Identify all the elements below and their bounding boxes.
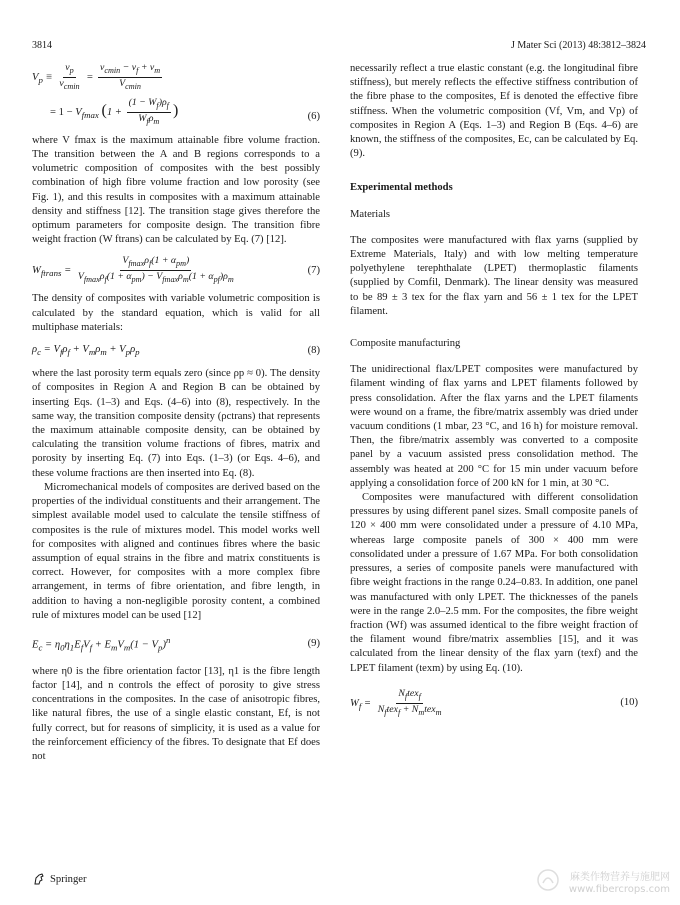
equation-10-number: (10) (620, 697, 638, 709)
journal-reference: J Mater Sci (2013) 48:3812–3824 (511, 40, 646, 51)
paragraph: The density of composites with variable volumetric composition is calculated by the standard equation, which is valid for all multiphase materials: (32, 293, 320, 333)
paragraph: The composites were manufactured with flax yarns (supplied by Extreme Materials, Italy) and with low melting temperature polyethylene terephthalate (LPET) thermoplastic filaments (supplied by Comfil, Denmark). The linear density was measured to be 89 ± 3 tex for the flax yarn and 56 ± 1 tex for the LPET filament. (350, 234, 638, 317)
paragraph: Composites were manufactured with different consolidation pressures by using different panel sizes. Small composite panels of 120 × 400 mm were consolidated under a pressure of 4.10 MPa, whereas large composite panels of 300 × 400 mm were consolidated under a pressure of 1.67 MPa. For both consolidation pressures, a series of composite panels were manufactured with fibre weight fractions in the range 0.24–0.83. In addition, one panel was manufactured with only LPET. The thicknesses of the panels were in the range 2.0–2.5 mm. For the composites, the fibre weight fraction (Wf) was assumed identical to the fibre weight fraction of the filament wound fibre/matrix assemblies [15], and it was calculated from the linear density of the flax yarn (texf) and the LPET filament (texm) by using Eq. (10). (350, 492, 638, 674)
equation-9-body: $E_c = \eta_0\eta_1E_fV_f + E_mV_m(1 - V_p)^n$ (32, 634, 171, 653)
paragraph: where η0 is the fibre orientation factor [13], η1 is the fibre length factor [14], and n controls the effect of porosity to give stress concentrations in the composites. In the case of anisotropic fibres, like natural fibres, the use of a single elastic constant, Ef, is not fully correct, but for reasons of simplicity, it is used as a value for the reinforcement efficiency of the fibres. To designate that Ef does not (32, 665, 320, 762)
paragraph: necessarily reflect a true elastic constant (e.g. the longitudinal fibre stiffness), but merely reflects the effective stiffness contribution of the fibre phase to the composites, Ef is denoted the effective fibre stiffness. When the volumetric composition (Vf, Vm, and Vp) of composites in Region A (Eqs. 1–3) and Region B (Eqs. 4–6) are known, the stiffness of the composites, Ec, can be calculated by Eq. (9). (350, 63, 638, 160)
section-heading: Experimental methods (350, 182, 453, 194)
equation-10 (350, 688, 638, 719)
paragraph: where V fmax is the maximum attainable fibre volume fraction. The transition between the A and B regions corresponds to a volumetric composition of composites with the best possibly combination of high fibre volume fraction and low porosity (see Fig. 1), and this results in composites with a maximum attainable density and stiffness [12]. The transition stage gives therefore the optimum parameters for composite design. The transition fibre weight fraction (W ftrans) can be calculated by Eq. (7) [12]. (32, 134, 320, 246)
equation-7-body: $W_{ftrans}$ = $\frac{V_{fmax}\rho_f(1 + \alpha_{pm})}{V_{fmax}\rho_f(1 + \alpha_{pm}) - V_{fmax}\rho_m(1 + \alpha_{pf})\rho_m}$ (32, 255, 234, 285)
paragraph: Micromechanical models of composites are derived based on the properties of the individual constituents and their arrangement. The simplest available model used to calculate the tensile stiffness of composites is the rule of mixtures model. This model works well for composites with aligned and continues fibres where the basic assumption of equal strains in the fibre and matrix constituents is correct. However, for composites with a more complex fibre arrangement, in terms of fibre orientation, and fibre length, in addition to having a non-negligible porosity content, a combined rule of mixtures model can be used [12] (32, 481, 320, 621)
subsection-heading: Composite manufacturing (350, 338, 461, 350)
right-column (350, 62, 638, 725)
equation-8 (32, 343, 320, 359)
page-number: 3814 (32, 40, 52, 51)
equation-6-number: (6) (307, 110, 320, 122)
left-column (32, 62, 320, 764)
watermark-title: 麻类作物营养与施肥网 (570, 872, 670, 883)
publisher-logo (32, 872, 86, 886)
springer-horse-icon (32, 872, 46, 886)
publisher-name: Springer (50, 873, 87, 885)
watermark (569, 872, 670, 896)
subsection-heading: Materials (350, 208, 391, 220)
equation-6 (32, 62, 320, 128)
equation-9-number: (9) (307, 637, 320, 649)
paragraph: The unidirectional flax/LPET composites were manufactured by filament winding of flax yarns and LPET filaments followed by press consolidation. After the flax yarns and the LPET filaments were wound on a frame, the fibre/matrix assembly was dried under vacuum conditions (1 mbar, 23 °C, and 16 h) for moisture removal. Then, the fibre/matrix assembly was converted to a composite panel by a vacuum assisted press consolidation method. The assembly was heated at 200 °C for 15 min under vacuum before applying a consolidation force of 200 kN for 1 min, at 30 °C. (350, 364, 638, 489)
watermark-url: www.fibercrops.com (568, 884, 670, 895)
equation-6-body: $V_p$ ≡ $\frac{v_p}{v_{cmin}}$ = $\frac{v_{cmin} - v_f + v_m}{V_{cmin}}$ = $1 - V_{fmax}$ (1 + $\frac{(1 - W_f)\rho_f}{W_f\rho_m}$ ) (32, 62, 179, 126)
equation-7 (32, 255, 320, 286)
equation-10-body: $W_f$ = $\frac{N_ftex_f}{N_ftex_f + N_mtex_m}$ (350, 687, 442, 717)
equation-8-number: (8) (307, 345, 320, 356)
equation-7-number: (7) (307, 264, 320, 276)
watermark-logo-icon (536, 868, 560, 892)
equation-9 (32, 633, 320, 655)
paragraph: where the last porosity term equals zero (since ρp ≈ 0). The density of composites in Region A and Region B can be obtained by inserting Eqs. (1–3) and Eqs. (4–6) into (8), respectively. In the same way, the transition composite density (ρctrans) that represents the maximum attainable composite density, can be obtained by calculating the transition volume fractions of fibres, matrix and porosity by inserting Eq. (7) into Eqs. (1–3) (or Eqs. 4–6), and these volume fractions are then inserted into Eq. (8). (32, 368, 320, 479)
equation-8-body: $\rho_c = V_f\rho_f + V_m\rho_m + V_p\rho_p$ (32, 343, 140, 358)
